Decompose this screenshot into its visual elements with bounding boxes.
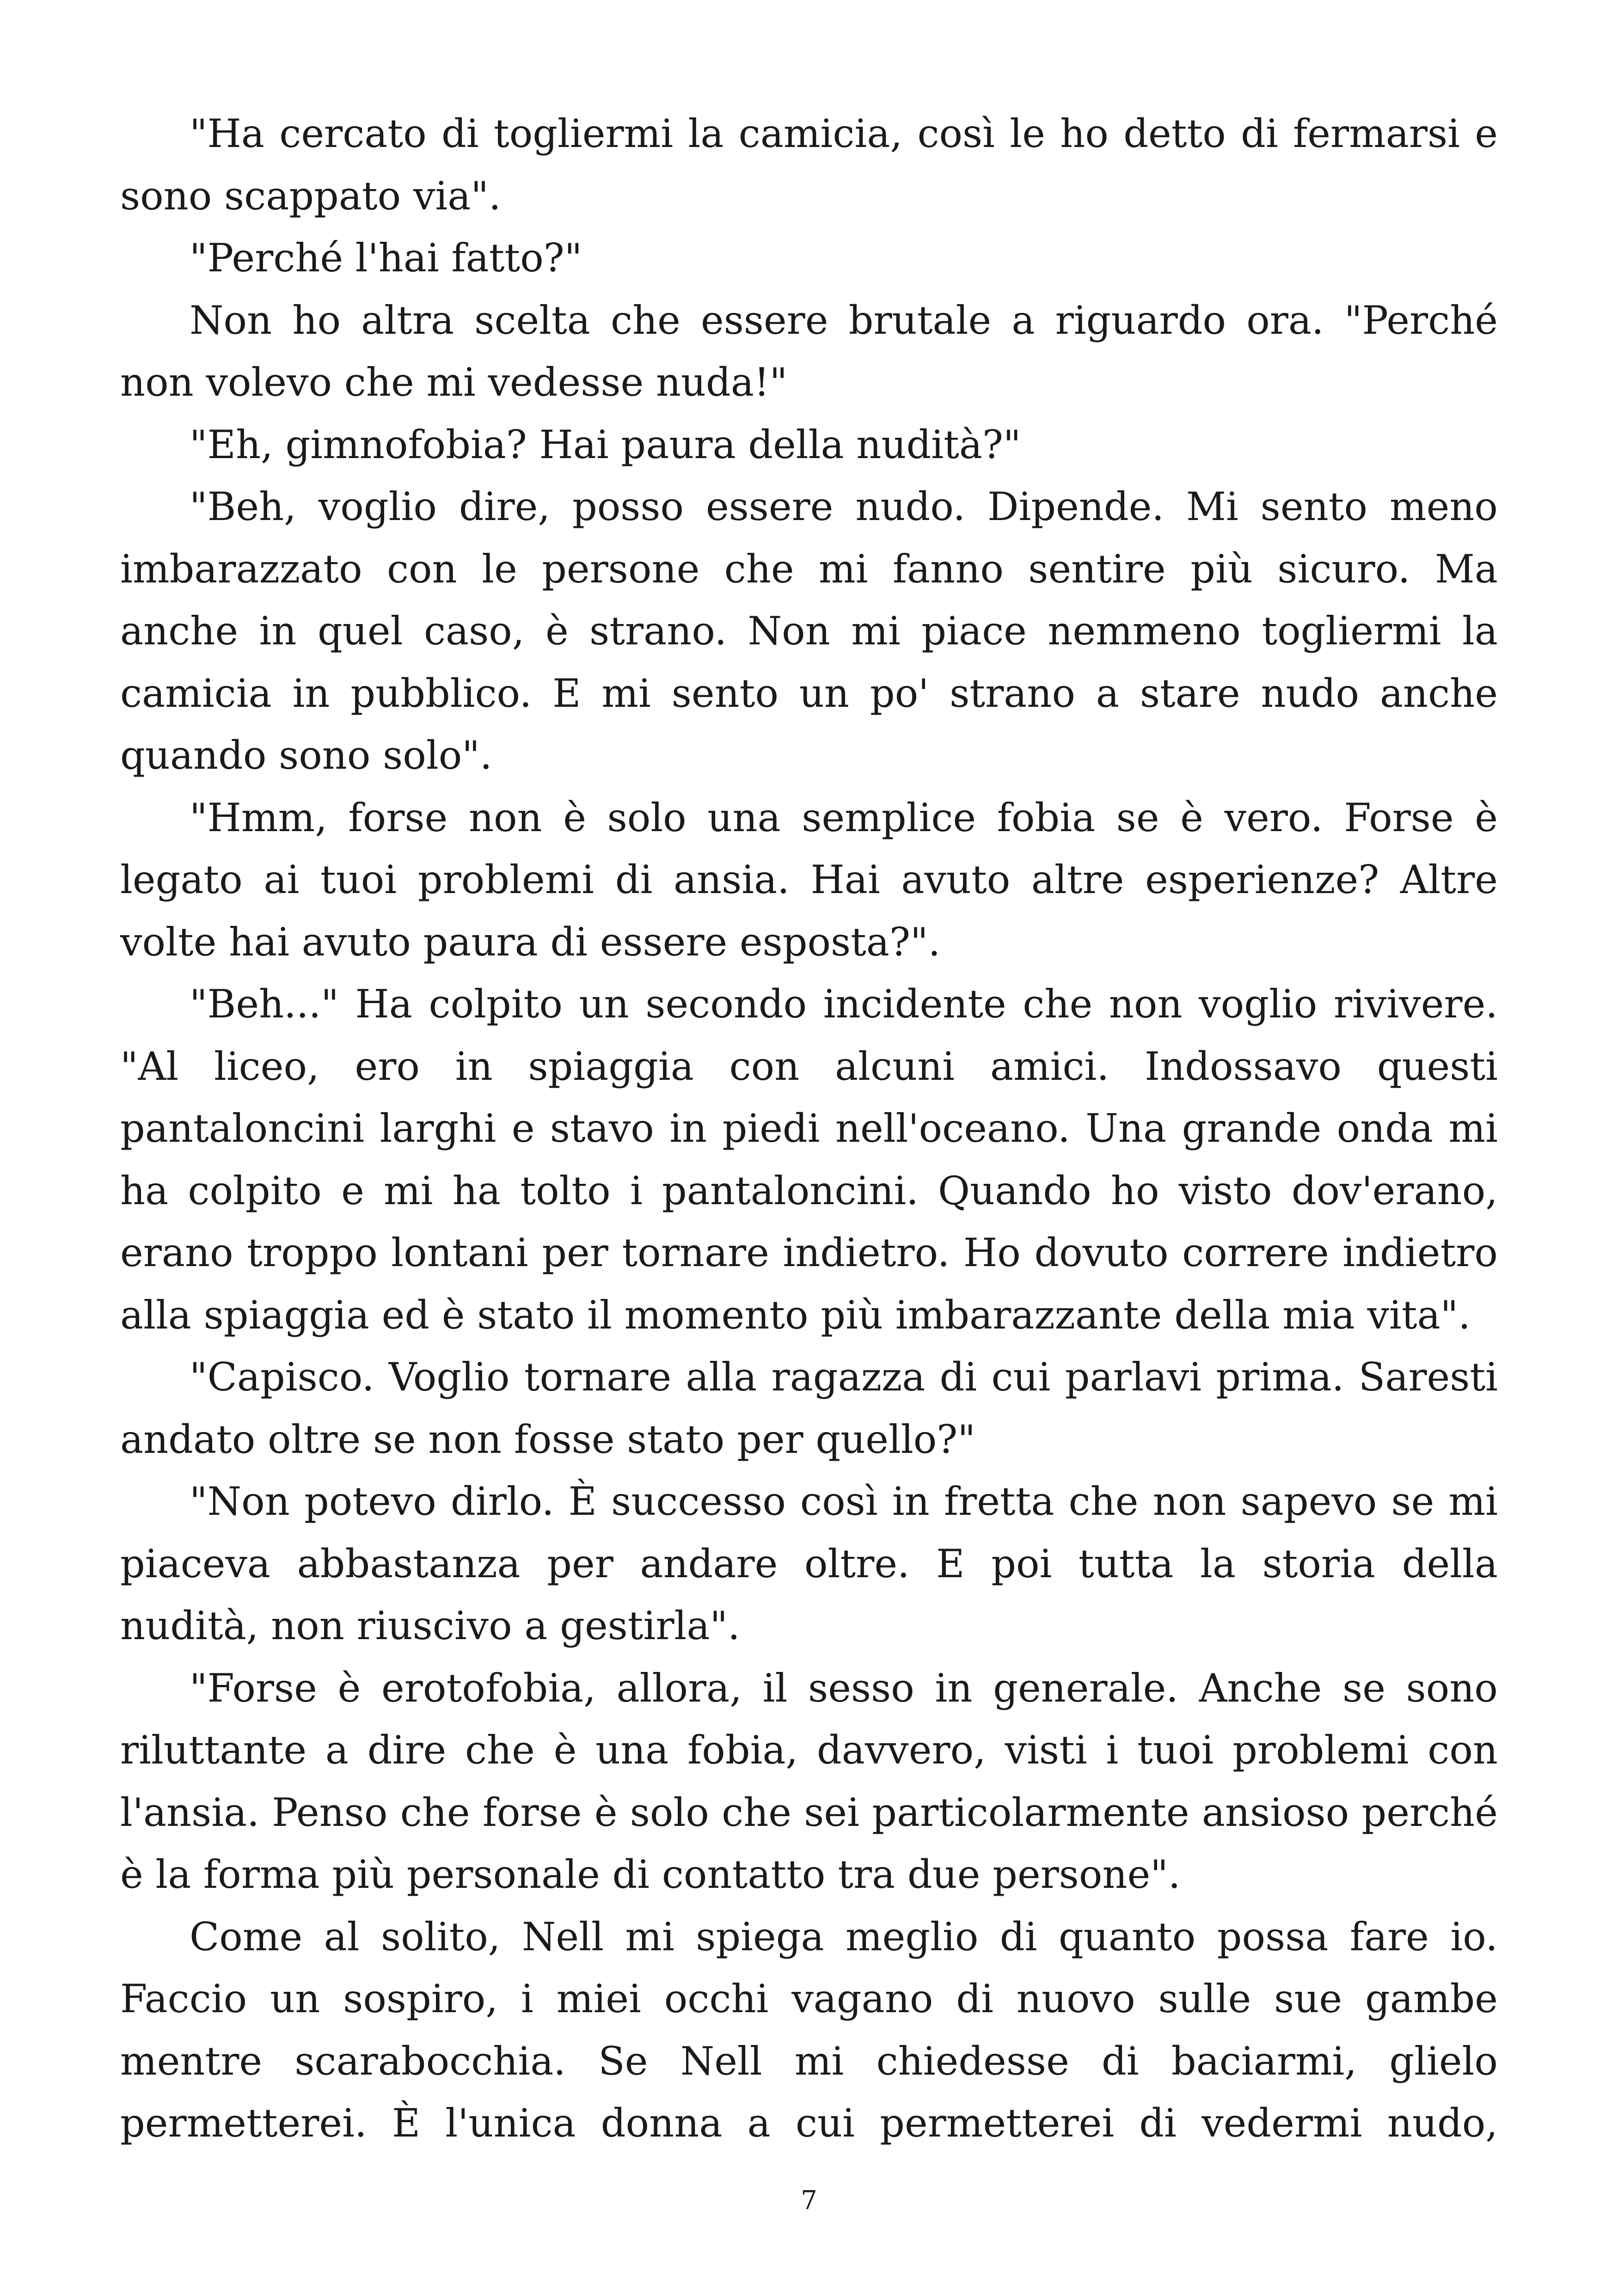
paragraph: "Beh, voglio dire, posso essere nudo. Dipende. Mi sento meno imbarazzato con le persone che mi fanno sentire più sicuro. Ma anche in quel caso, è strano. Non mi piace nemmeno togliermi la camicia in pubblico. E mi sento un po' strano a stare nudo anche quando sono solo".	[120, 484, 1498, 778]
paragraph: "Perché l'hai fatto?"	[190, 235, 582, 281]
body-text	[120, 103, 1498, 2155]
paragraph: "Capisco. Voglio tornare alla ragazza di cui parlavi prima. Saresti andato oltre se non fosse stato per quello?"	[120, 1354, 1498, 1462]
page-number: 7	[801, 2186, 817, 2216]
paragraph: Come al solito, Nell mi spiega meglio di quanto possa fare io. Faccio un sospiro, i miei occhi vagano di nuovo sulle sue gambe mentre scarabocchia. Se Nell mi chiedesse di baciarmi, glielo permetterei. È l'unica donna a cui permetterei di vedermi nudo,	[120, 1914, 1498, 2146]
paragraph: "Forse è erotofobia, allora, il sesso in generale. Anche se sono riluttante a dire che è una fobia, davvero, visti i tuoi problemi con l'ansia. Penso che forse è solo che sei particolarmente ansioso perché è la forma più personale di contatto tra due persone".	[120, 1665, 1498, 1897]
paragraph: "Eh, gimnofobia? Hai paura della nudità?"	[190, 422, 1021, 467]
paragraph: "Non potevo dirlo. È successo così in fretta che non sapevo se mi piaceva abbastanza per andare oltre. E poi tutta la storia della nudità, non riuscivo a gestirla".	[120, 1479, 1498, 1648]
paragraph: "Hmm, forse non è solo una semplice fobia se è vero. Forse è legato ai tuoi problemi di ansia. Hai avuto altre esperienze? Altre volte hai avuto paura di essere esposta?".	[120, 795, 1498, 965]
paragraph: "Ha cercato di togliermi la camicia, così le ho detto di fermarsi e sono scappato via".	[120, 111, 1498, 219]
paragraph: "Beh..." Ha colpito un secondo incidente che non voglio rivivere. "Al liceo, ero in spiaggia con alcuni amici. Indossavo questi pantaloncini larghi e stavo in piedi nell'oceano. Una grande onda mi ha colpito e mi ha tolto i pantaloncini. Quando ho visto dov'erano, erano troppo lontani per tornare indietro. Ho dovuto correre indietro alla spiaggia ed è stato il momento più imbarazzante della mia vita".	[120, 981, 1498, 1338]
paragraph: Non ho altra scelta che essere brutale a riguardo ora. "Perché non volevo che mi vedesse nuda!"	[120, 297, 1498, 405]
